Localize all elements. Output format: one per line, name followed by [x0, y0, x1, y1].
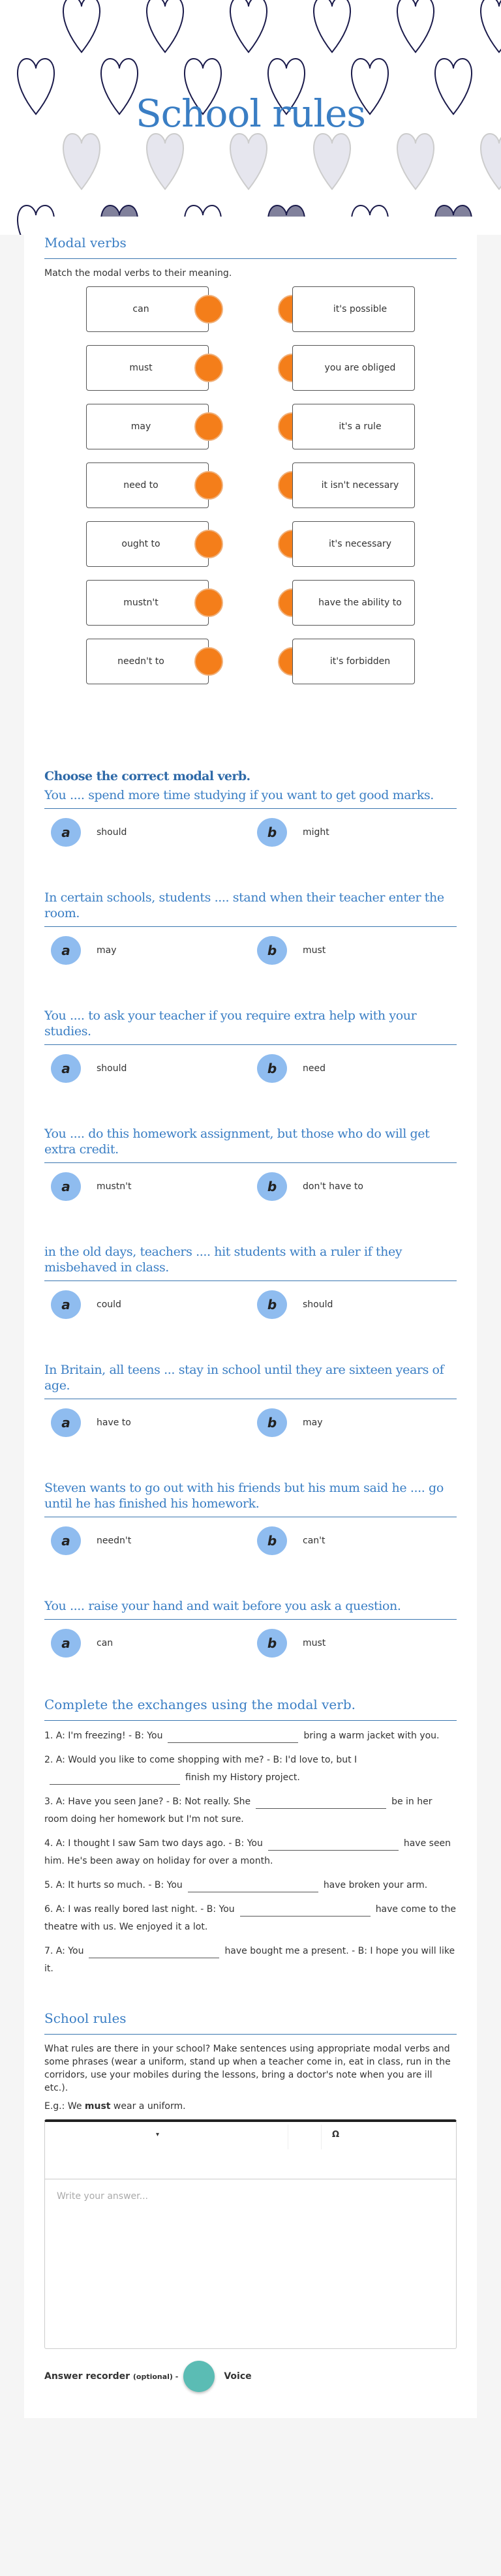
- example: [44, 2101, 457, 2112]
- section-title: Choose the correct modal verb.: [44, 769, 250, 783]
- option-a[interactable]: [44, 936, 250, 965]
- question: [44, 783, 457, 847]
- exchange-item: [44, 1877, 457, 1894]
- option-b[interactable]: [250, 1172, 457, 1201]
- exchange-before: 5. A: It hurts so much. - B: You: [44, 1880, 183, 1890]
- option-b[interactable]: [250, 1290, 457, 1319]
- worksheet-card: [24, 217, 477, 2418]
- exchange-item: [44, 1901, 457, 1936]
- question-text: In certain schools, students .... stand when their teacher enter the room.: [44, 886, 457, 927]
- question-text: in the old days, teachers .... hit students with a ruler if they misbehaved in class.: [44, 1240, 457, 1281]
- exchange-after: bring a warm jacket with you.: [303, 1731, 440, 1741]
- instruction: Match the modal verbs to their meaning.: [44, 268, 232, 279]
- heart-icon: [147, 134, 183, 189]
- question: [44, 886, 457, 965]
- question: [44, 1240, 457, 1319]
- exchange-item: [44, 1727, 457, 1745]
- option-a[interactable]: [44, 1408, 250, 1437]
- option-label: must: [303, 1638, 326, 1648]
- match-row: [44, 639, 457, 684]
- match-right-item[interactable]: it isn't necessary: [292, 462, 415, 508]
- answer-input[interactable]: [45, 2179, 456, 2346]
- option-a[interactable]: [44, 1054, 250, 1083]
- question-text: You .... do this homework assignment, but those who do will get extra credit.: [44, 1122, 457, 1163]
- exchange-after: have broken your arm.: [323, 1880, 428, 1890]
- section-title: Modal verbs: [44, 217, 457, 259]
- option-b[interactable]: [250, 1054, 457, 1083]
- option-letter-b: b: [257, 1172, 287, 1201]
- option-label: might: [303, 827, 329, 838]
- option-b[interactable]: [250, 1526, 457, 1555]
- heart-icon: [481, 134, 501, 189]
- option-b[interactable]: [250, 936, 457, 965]
- question: [44, 1122, 457, 1201]
- option-letter-b: b: [257, 1408, 287, 1437]
- section-title: Complete the exchanges using the modal verb.: [44, 1697, 457, 1721]
- match-row: [44, 580, 457, 626]
- option-letter-a: a: [51, 1290, 81, 1319]
- option-label: should: [303, 1299, 333, 1310]
- option-label: don't have to: [303, 1181, 363, 1192]
- option-label: can: [97, 1638, 114, 1648]
- heart-icon: [397, 0, 434, 52]
- match-right-item[interactable]: it's forbidden: [292, 639, 415, 684]
- match-right-item[interactable]: it's possible: [292, 286, 415, 332]
- match-left-item[interactable]: need to: [86, 462, 209, 508]
- option-letter-b: b: [257, 1629, 287, 1658]
- question: [44, 1004, 457, 1083]
- heart-icon: [314, 134, 350, 189]
- blank-input[interactable]: [89, 1947, 219, 1958]
- match-right-item[interactable]: it's a rule: [292, 404, 415, 449]
- match-row: [44, 462, 457, 508]
- options: [44, 1290, 457, 1319]
- exchange-before: 2. A: Would you like to come shopping with me? - B: I'd love to, but I: [44, 1755, 357, 1765]
- voice-label: Voice: [224, 2371, 252, 2382]
- match-left-handle[interactable]: [194, 295, 223, 324]
- blank-input[interactable]: [256, 1797, 386, 1809]
- option-b[interactable]: [250, 1629, 457, 1658]
- option-letter-a: a: [51, 1629, 81, 1658]
- exchange-after: finish my History project.: [185, 1772, 300, 1783]
- blank-input[interactable]: [50, 1773, 180, 1785]
- option-a[interactable]: [44, 1526, 250, 1555]
- answer-editor: [44, 2119, 457, 2349]
- option-label: mustn't: [97, 1181, 132, 1192]
- option-letter-b: b: [257, 1526, 287, 1555]
- match-right-item[interactable]: you are obliged: [292, 345, 415, 391]
- option-b[interactable]: [250, 1408, 457, 1437]
- section-title: School rules: [44, 1984, 457, 2035]
- match-left-handle[interactable]: [194, 471, 223, 500]
- option-letter-b: b: [257, 1054, 287, 1083]
- match-left-item[interactable]: needn't to: [86, 639, 209, 684]
- option-letter-a: a: [51, 818, 81, 847]
- question-list: [44, 783, 457, 1658]
- option-label: may: [97, 945, 117, 956]
- options: [44, 818, 457, 847]
- options: [44, 1054, 457, 1083]
- record-button[interactable]: [183, 2361, 215, 2392]
- option-a[interactable]: [44, 818, 250, 847]
- exchange-item: [44, 1793, 457, 1828]
- option-letter-a: a: [51, 1408, 81, 1437]
- exchange-after: have bought me a present. - B: I hope you will like it.: [44, 1946, 455, 1974]
- option-letter-b: b: [257, 1290, 287, 1319]
- exchange-before: 1. A: I'm freezing! - B: You: [44, 1731, 163, 1741]
- toolbar-separator: [288, 2125, 322, 2149]
- example-pre: E.g.: We: [44, 2101, 85, 2112]
- heart-icon: [314, 0, 350, 52]
- exchange-before: 3. A: Have you seen Jane? - B: Not really. She: [44, 1796, 251, 1807]
- exchange-list: [44, 1727, 457, 1978]
- option-label: may: [303, 1417, 323, 1428]
- exchange-item: [44, 1751, 457, 1787]
- special-characters-button[interactable]: Ω: [332, 2130, 340, 2140]
- option-label: should: [97, 827, 127, 838]
- option-label: needn't: [97, 1536, 132, 1546]
- option-label: could: [97, 1299, 121, 1310]
- option-label: can't: [303, 1536, 326, 1546]
- heart-icon: [230, 134, 267, 189]
- exchange-after: be in her room doing her homework but I'm not sure.: [44, 1796, 433, 1825]
- blank-input[interactable]: [168, 1731, 298, 1743]
- match-left-handle[interactable]: [194, 588, 223, 617]
- question: [44, 1476, 457, 1555]
- options: [44, 936, 457, 965]
- question: [44, 1594, 457, 1658]
- format-dropdown[interactable]: ▾: [156, 2131, 160, 2138]
- option-letter-a: a: [51, 1526, 81, 1555]
- match-left-handle[interactable]: [194, 412, 223, 441]
- option-label: have to: [97, 1417, 131, 1428]
- heart-icon: [63, 134, 100, 189]
- match-row: [44, 286, 457, 332]
- blank-input[interactable]: [268, 1839, 399, 1851]
- question-text: Steven wants to go out with his friends but his mum said he .... go until he has finished his homework.: [44, 1476, 457, 1517]
- option-letter-b: b: [257, 818, 287, 847]
- example-post: wear a uniform.: [110, 2101, 186, 2112]
- match-right-item[interactable]: have the ability to: [292, 580, 415, 626]
- option-label: should: [97, 1063, 127, 1074]
- exchange-before: 7. A: You: [44, 1946, 84, 1956]
- question-text: You .... to ask your teacher if you require extra help with your studies.: [44, 1004, 457, 1045]
- option-a[interactable]: [44, 1629, 250, 1658]
- answer-recorder: [44, 2361, 457, 2392]
- question-text: You .... spend more time studying if you want to get good marks.: [44, 783, 457, 809]
- option-a[interactable]: [44, 1172, 250, 1201]
- match-left-handle[interactable]: [194, 354, 223, 382]
- editor-toolbar: [45, 2122, 456, 2179]
- exchange-after: have come to the theatre with us. We enjoyed it a lot.: [44, 1904, 456, 1932]
- example-bold: must: [84, 2101, 111, 2112]
- exchange-before: 6. A: I was really bored last night. - B: You: [44, 1904, 235, 1915]
- match-row: [44, 521, 457, 567]
- page-title: School rules: [135, 91, 366, 136]
- blank-input[interactable]: [240, 1905, 371, 1917]
- exchange-after: have seen him. He's been away on holiday for over a month.: [44, 1838, 451, 1866]
- task-text: What rules are there in your school? Make sentences using appropriate modal verbs and some phrases (wear a uniform, stand up when a teacher come in, eat in class, run in the corridors, use your mobiles during the lessons, bring a doctor's note when you are ill etc.).: [44, 2044, 451, 2093]
- match-left-item[interactable]: can: [86, 286, 209, 332]
- option-letter-a: a: [51, 1172, 81, 1201]
- option-label: must: [303, 945, 326, 956]
- match-left-handle[interactable]: [194, 530, 223, 558]
- match-left-item[interactable]: may: [86, 404, 209, 449]
- question: [44, 1358, 457, 1437]
- match-left-item[interactable]: mustn't: [86, 580, 209, 626]
- heart-icon: [63, 0, 100, 52]
- match-left-item[interactable]: must: [86, 345, 209, 391]
- matching-exercise: [44, 286, 457, 717]
- options: [44, 1172, 457, 1201]
- blank-input[interactable]: [188, 1881, 318, 1892]
- question-text: You .... raise your hand and wait before you ask a question.: [44, 1594, 457, 1620]
- options: [44, 1526, 457, 1555]
- recorder-label: Answer recorder: [44, 2371, 130, 2382]
- match-left-item[interactable]: ought to: [86, 521, 209, 567]
- question-text: In Britain, all teens ... stay in school until they are sixteen years of age.: [44, 1358, 457, 1399]
- heart-icon: [481, 0, 501, 52]
- options: [44, 1408, 457, 1437]
- match-right-item[interactable]: it's necessary: [292, 521, 415, 567]
- option-a[interactable]: [44, 1290, 250, 1319]
- match-row: [44, 404, 457, 449]
- exchange-item: [44, 1835, 457, 1870]
- exchange-item: [44, 1943, 457, 1978]
- options: [44, 1629, 457, 1658]
- match-row: [44, 345, 457, 391]
- option-b[interactable]: [250, 818, 457, 847]
- recorder-optional: (optional) -: [132, 2372, 179, 2381]
- option-letter-a: a: [51, 936, 81, 965]
- option-letter-a: a: [51, 1054, 81, 1083]
- header-banner: [0, 0, 501, 235]
- match-left-handle[interactable]: [194, 647, 223, 676]
- heart-icon: [397, 134, 434, 189]
- heart-icon: [147, 0, 183, 52]
- exchange-before: 4. A: I thought I saw Sam two days ago. - B: You: [44, 1838, 263, 1849]
- option-label: need: [303, 1063, 326, 1074]
- heart-icon: [230, 0, 267, 52]
- option-letter-b: b: [257, 936, 287, 965]
